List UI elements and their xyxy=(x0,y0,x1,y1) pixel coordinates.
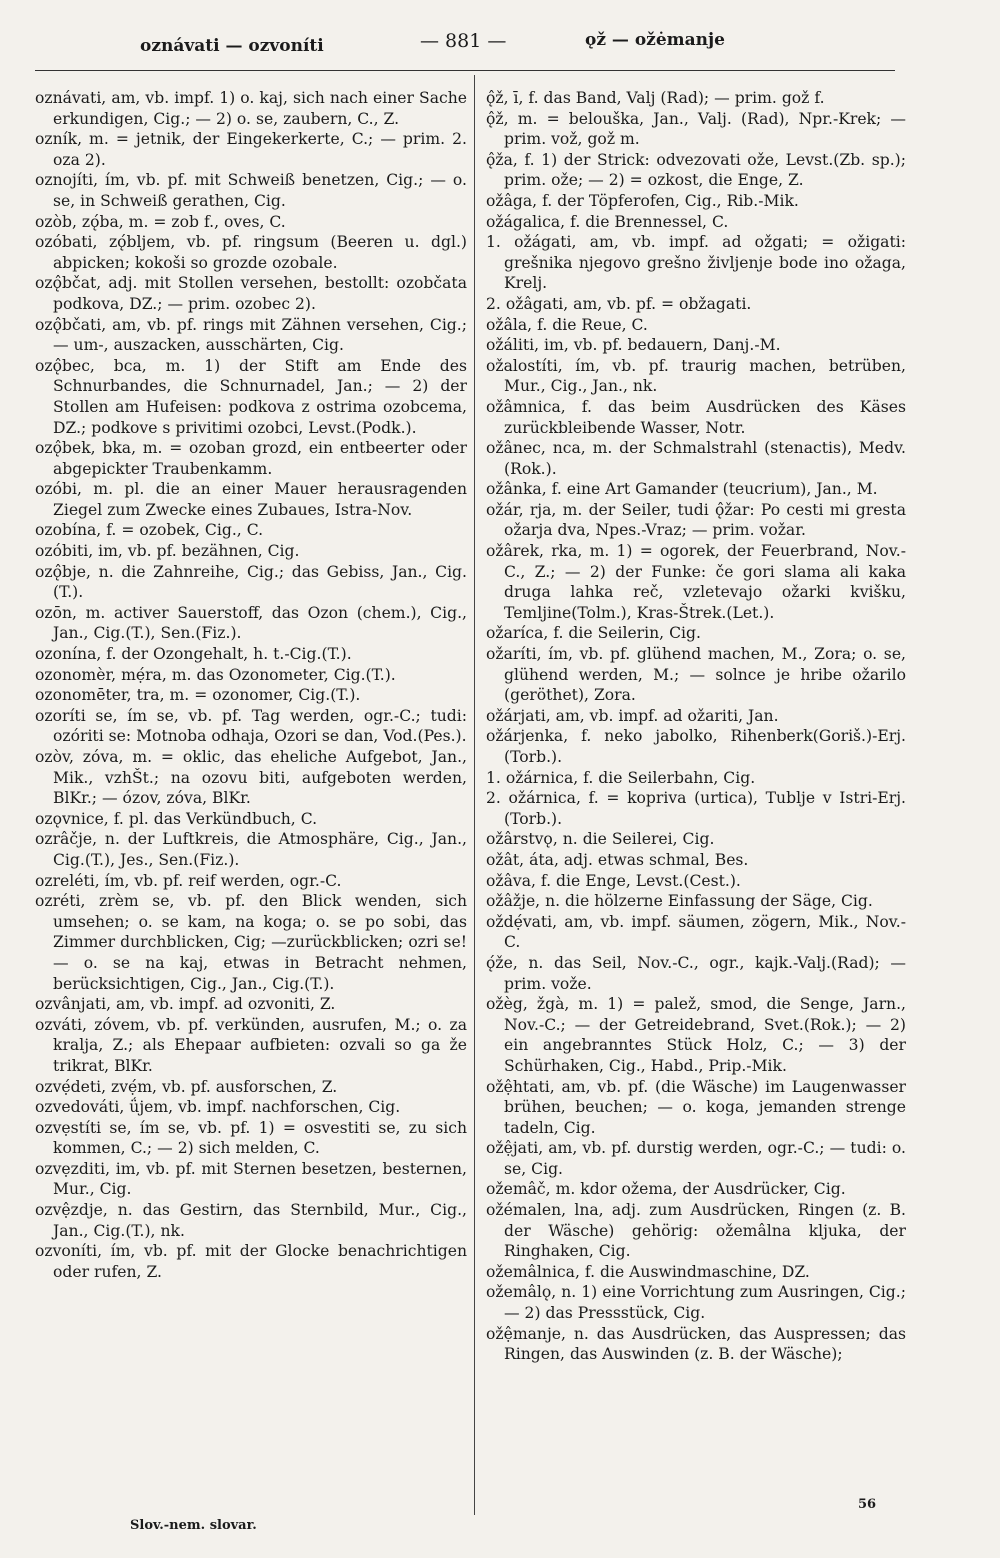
dictionary-entry: ozvedováti, ǘjem, vb. impf. nachforschen, Cig. xyxy=(35,1098,401,1117)
dictionary-entry: oznojíti, ím, vb. pf. mit Schweiß benetzen, Cig.; — o. se, in Schweiß gerathen, Cig. xyxy=(35,171,467,210)
column-divider xyxy=(474,75,475,1515)
dictionary-entry: ozvẹ́deti, zvẹ́m, vb. pf. ausforschen, Z. xyxy=(35,1077,338,1096)
dictionary-entry: ozǫ̂bje, n. die Zahnreihe, Cig.; das Gebiss, Jan., Cig.(T.). xyxy=(35,562,467,602)
dictionary-entry: ozník, m. = jetnik, der Eingekerkerte, C.; — prim. 2. oza 2). xyxy=(35,130,467,169)
dictionary-entry: ožâga, f. der Töpferofen, Cig., Rib.-Mik. xyxy=(486,191,799,210)
dictionary-entry: ozóbati, zǫ́bljem, vb. pf. ringsum (Beeren u. dgl.) abpicken; kokoši so grozde ozobale. xyxy=(35,233,467,272)
dictionary-entry: ožâla, f. die Reue, C. xyxy=(486,315,648,334)
dictionary-entry: 1. ožágati, am, vb. impf. ad ožgati; = ožigati: grešnika njegovo grešno življenje bode ino ožaga, Krelj. xyxy=(486,233,906,293)
signature-mark: Slov.-nem. slovar. xyxy=(130,1518,257,1533)
dictionary-entry: ožâmnica, f. das beim Ausdrücken des Käses zurückbleibende Wasser, Notr. xyxy=(486,397,906,437)
dictionary-entry: ožânec, nca, m. der Schmalstrahl (stenactis), Medv.(Rok.). xyxy=(486,439,906,478)
dictionary-entry: ozonomèr, mẹ́ra, m. das Ozonometer, Cig.(T.). xyxy=(35,665,396,684)
right-column xyxy=(486,88,906,1365)
dictionary-entry: 1. ožárnica, f. die Seilerbahn, Cig. xyxy=(486,768,756,787)
dictionary-entry: ozǫ̂bčati, am, vb. pf. rings mit Zähnen versehen, Cig.; — um-, auszacken, ausschärten, Cig. xyxy=(35,315,467,355)
dictionary-entry: ǫ̂ž, ī, f. das Band, Valj (Rad); — prim. gož f. xyxy=(486,89,825,107)
dictionary-entry: ozvẹstíti se, ím se, vb. pf. 1) = osvestiti se, zu sich kommen, C.; — 2) sich melden, C. xyxy=(35,1118,467,1158)
dictionary-entry: ǫ̂ž, m. = belouška, Jan., Valj. (Rad), Npr.-Krek; — prim. vož, gož m. xyxy=(486,109,906,149)
dictionary-entry: ozǫ̂bec, bca, m. 1) der Stift am Ende des Schnurbandes, die Schnurnadel, Jan.; — 2) der Stollen am Hufeisen: podkova z ostrima ozobcema, DZ.; podkove s privitimi ozobci, Levst.(Podk.). xyxy=(35,356,467,437)
dictionary-entry: ožârek, rka, m. 1) = ogorek, der Feuerbrand, Nov.-C., Z.; — 2) der Funke: če gori slama ali kaka druga lahka reč, vzletevajo ožarki kvišku, Temljine(Tolm.), Kras-Štrek.(Let.). xyxy=(486,542,906,622)
dictionary-entry: ožaríca, f. die Seilerin, Cig. xyxy=(486,624,701,643)
dictionary-entry: ozvệzdje, n. das Gestirn, das Sternbild, Mur., Cig., Jan., Cig.(T.), nk. xyxy=(35,1201,467,1240)
dictionary-entry: 2. ožâgati, am, vb. pf. = obžagati. xyxy=(486,294,752,313)
dictionary-entry: ožât, áta, adj. etwas schmal, Bes. xyxy=(486,850,749,869)
dictionary-entry: ožaríti, ím, vb. pf. glühend machen, M., Zora; o. se, glühend werden, M.; — solnce je hribe ožarilo (geröthet), Zora. xyxy=(486,645,906,705)
dictionary-entry: ožáliti, im, vb. pf. bedauern, Danj.-M. xyxy=(486,336,781,355)
dictionary-entry: ǫ̂ža, f. 1) der Strick: odvezovati ože, Levst.(Zb. sp.); prim. ože; — 2) = ozkost, die Enge, Z. xyxy=(486,150,906,190)
dictionary-entry: ožemâlnica, f. die Auswindmaschine, DZ. xyxy=(486,1262,810,1281)
dictionary-entry: ožèg, žgà, m. 1) = palež, smod, die Senge, Jarn., Nov.-C.; — der Getreidebrand, Svet.(Rok.); — 2) ein angebranntes Stück Holz, C.; — 3) der Schürhaken, Cig., Habd., Prip.-Mik. xyxy=(486,995,906,1075)
dictionary-entry: ozváti, zóvem, vb. pf. verkünden, ausrufen, M.; o. za kralja, Z.; als Ehepaar aufbieten: ozvali so ga že trikrat, BlKr. xyxy=(35,1015,467,1075)
dictionary-entry: ožágalica, f. die Brennessel, C. xyxy=(486,212,729,231)
dictionary-entry: ozōn, m. activer Sauerstoff, das Ozon (chem.), Cig., Jan., Cig.(T.), Sen.(Fiz.). xyxy=(35,603,467,643)
dictionary-entry: ozonomēter, tra, m. = ozonomer, Cig.(T.). xyxy=(35,686,361,705)
running-header xyxy=(130,18,895,62)
dictionary-entry: ožárjati, am, vb. impf. ad ožariti, Jan. xyxy=(486,706,779,725)
dictionary-entry: ozoríti se, ím se, vb. pf. Tag werden, ogr.-C.; tudi: ozóriti se: Motnoba odhaja, Ozori se dan, Vod.(Pes.). xyxy=(35,706,467,746)
dictionary-entry: ožâžje, n. die hölzerne Einfassung der Säge, Cig. xyxy=(486,892,873,911)
dictionary-entry: ožệjati, am, vb. pf. durstig werden, ogr.-C.; — tudi: o. se, Cig. xyxy=(486,1139,906,1178)
dictionary-entry: 2. ožárnica, f. = kopriva (urtica), Tublje v Istri-Erj.(Torb.). xyxy=(486,789,906,828)
dictionary-entry: ožár, rja, m. der Seiler, tudi ǫ̂žar: Po cesti mi gresta ožarja dva, Npes.-Vraz; — prim. vožar. xyxy=(486,500,906,540)
left-column xyxy=(35,88,467,1282)
dictionary-entry: oždẹ́vati, am, vb. impf. säumen, zögern, Mik., Nov.-C. xyxy=(486,912,906,952)
dictionary-entry: ozonína, f. der Ozongehalt, h. t.-Cig.(T.). xyxy=(35,645,352,664)
dictionary-entry: ozǫ̂bek, bka, m. = ozoban grozd, ein entbeerter oder abgepickter Traubenkamm. xyxy=(35,439,467,478)
dictionary-entry: ozóbiti, im, vb. pf. bezähnen, Cig. xyxy=(35,542,300,561)
dictionary-entry: ozrâčje, n. der Luftkreis, die Atmosphäre, Cig., Jan., Cig.(T.), Jes., Sen.(Fiz.). xyxy=(35,830,467,869)
dictionary-entry: ozreléti, ím, vb. pf. reif werden, ogr.-C. xyxy=(35,871,342,890)
dictionary-entry: ozobína, f. = ozobek, Cig., C. xyxy=(35,521,264,540)
dictionary-entry: ožânka, f. eine Art Gamander (teucrium), Jan., M. xyxy=(486,480,878,499)
header-rule xyxy=(35,70,895,71)
dictionary-entry: ozvoníti, ím, vb. pf. mit der Glocke benachrichtigen oder rufen, Z. xyxy=(35,1242,467,1281)
dictionary-entry: ožâva, f. die Enge, Levst.(Cest.). xyxy=(486,871,741,890)
dictionary-entry: ožémalen, lna, adj. zum Ausdrücken, Ringen (z. B. der Wäsche) gehörig: ožemâlna kljuka, der Ringhaken, Cig. xyxy=(486,1201,906,1261)
dictionary-entry: ozvânjati, am, vb. impf. ad ozvoniti, Z. xyxy=(35,995,336,1014)
dictionary-entry: ozòv, zóva, m. = oklic, das eheliche Aufgebot, Jan., Mik., vzhŠt.; na ozovu biti, aufgeboten werden, BlKr.; — ózov, zóva, BlKr. xyxy=(35,748,467,808)
dictionary-entry: ozvẹzditi, im, vb. pf. mit Sternen besetzen, besternen, Mur., Cig. xyxy=(35,1159,467,1199)
dictionary-entry: ožemâč, m. kdor ožema, der Ausdrücker, Cig. xyxy=(486,1180,846,1199)
dictionary-entry: ozréti, zrèm se, vb. pf. den Blick wenden, sich umsehen; o. se kam, na koga; o. se po sobi, das Zimmer durchblicken, Cig; —zurückblicken; ozri se! — o. se na kaj, etwas in Betracht nehmen, berücksichtigen, Cig., Jan., Cig.(T.). xyxy=(35,892,467,993)
dictionary-entry: ožemâlǫ, n. 1) eine Vorrichtung zum Ausringen, Cig.; — 2) das Pressstück, Cig. xyxy=(486,1283,906,1323)
page-number: — 881 — xyxy=(420,30,507,52)
dictionary-entry: ožalostíti, ím, vb. pf. traurig machen, betrüben, Mur., Cig., Jan., nk. xyxy=(486,356,906,396)
dictionary-entry: ǫ́že, n. das Seil, Nov.-C., ogr., kajk.-Valj.(Rad); — prim. vože. xyxy=(486,953,906,993)
dictionary-entry: ožệhtati, am, vb. pf. (die Wäsche) im Laugenwasser brühen, beuchen; — o. koga, jemanden strenge tadeln, Cig. xyxy=(486,1077,906,1137)
header-left-guideword: oznávati — ozvoníti xyxy=(140,36,324,56)
dictionary-entry: ožệmanje, n. das Ausdrücken, das Auspressen; das Ringen, das Auswinden (z. B. der Wäsche); xyxy=(486,1324,906,1364)
dictionary-entry: ožárjenka, f. neko jabolko, Rihenberk(Goriš.)-Erj.(Torb.). xyxy=(486,727,906,766)
header-right-guideword: ǫž — ožėmanje xyxy=(585,30,725,50)
dictionary-entry: oznávati, am, vb. impf. 1) o. kaj, sich nach einer Sache erkundigen, Cig.; — 2) o. se, zaubern, C., Z. xyxy=(35,89,467,128)
dictionary-entry: ozóbi, m. pl. die an einer Mauer herausragenden Ziegel zum Zwecke eines Zubaues, Istra-Nov. xyxy=(35,480,467,519)
dictionary-entry: ozòb, zǫ́ba, m. = zob f., oves, C. xyxy=(35,212,286,231)
sheet-number: 56 xyxy=(858,1497,877,1512)
dictionary-entry: ožârstvǫ, n. die Seilerei, Cig. xyxy=(486,830,715,849)
dictionary-entry: ozǫ̂bčat, adj. mit Stollen versehen, bestollt: ozobčata podkova, DZ.; — prim. ozobec 2). xyxy=(35,274,467,313)
dictionary-entry: ozǫvnice, f. pl. das Verkündbuch, C. xyxy=(35,809,318,828)
